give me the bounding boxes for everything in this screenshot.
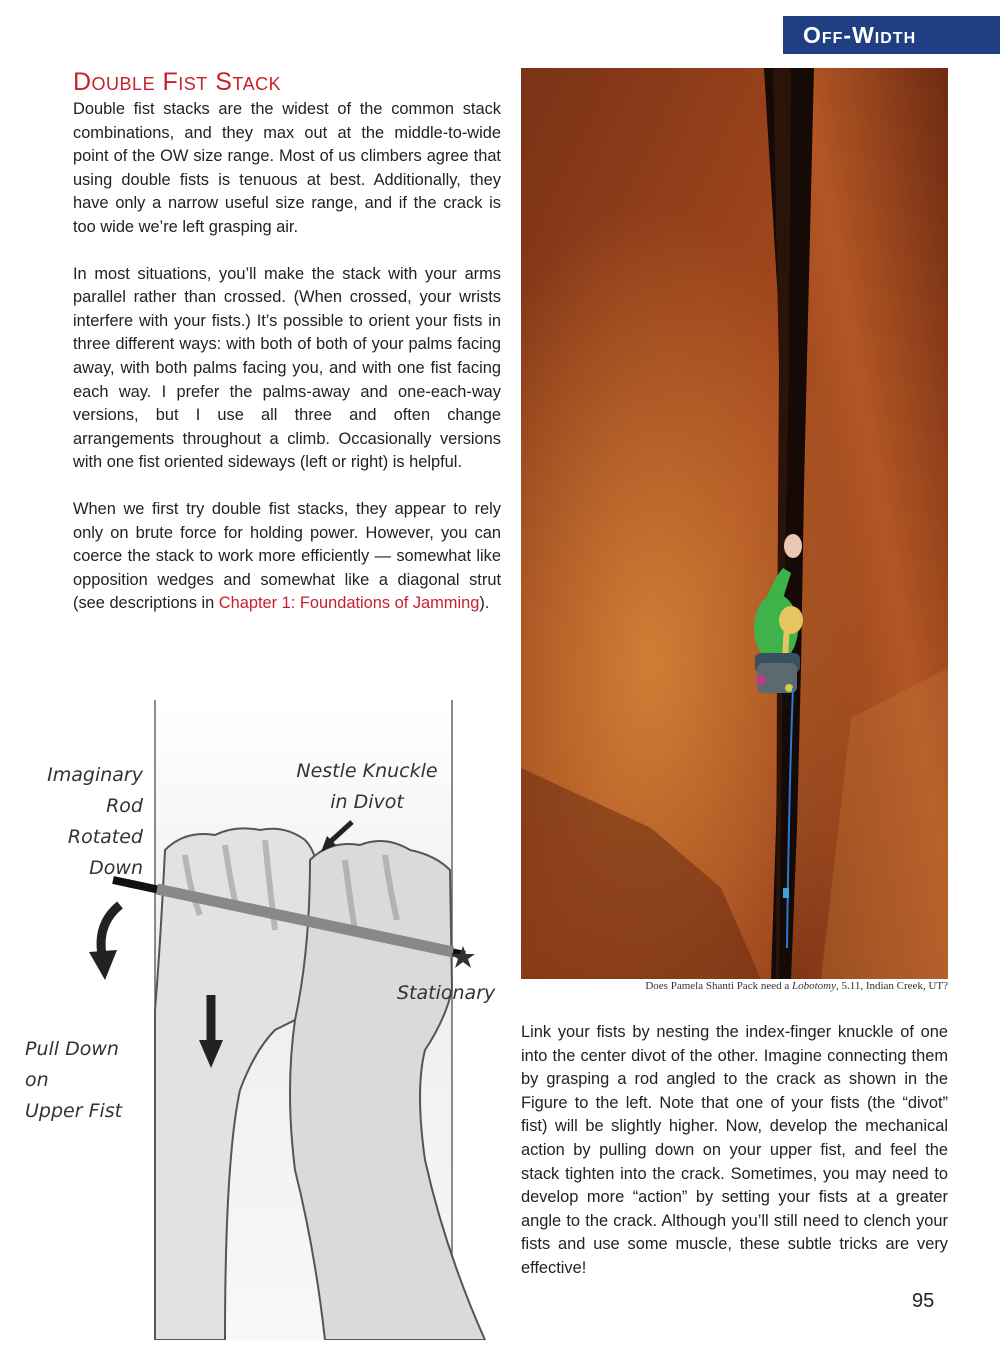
chapter-link[interactable]: Chapter 1: Foundations of Jamming <box>218 594 480 613</box>
left-column <box>73 68 501 639</box>
paragraph-1: Double fist stacks are the widest of the common stack combinations, and they max out at the middle-to-wide point of the OW size range. Most of us climbers agree that using double fists is tenuous at best. Additionally, they have only a narrow useful size range, and if the crack is too wide we’re left grasping air. <box>73 100 501 236</box>
right-paragraph: Link your fists by nesting the index-finger knuckle of one into the center divot of the other. Imagine connecting them by grasping a rod angled to the crack as shown in the Figure to the left. Note that one of your fists (the “divot” fist) will be slightly higher. Now, develop the mechanical action by pulling down on your upper fist, and feel the stack tighten into the crack. Sometimes, you may need to develop more “action” by setting your fists at a greater angle to the crack. Although you’ll still need to clench your fists and use some muscle, these subtle tricks are very effective! <box>521 1023 948 1277</box>
label-imaginary-rod-line-2: Rod Rotated <box>67 795 143 848</box>
label-pull-down-line-2: Upper Fist <box>25 1100 123 1122</box>
caption-route-name: Lobotomy <box>791 980 836 992</box>
double-fist-figure <box>25 690 520 1340</box>
paragraph-2: In most situations, you’ll make the stack with your arms parallel rather than crossed. (When crossed, your wrists interfere with your fists.) It’s possible to orient your fists in three different ways: with both of both of your palms facing away, with both palms facing you, and with one fist facing each way. I prefer the palms-away and one-each-way versions, but I use all three and often change arrangements throughout a climb. Occasionally versions with one fist oriented sideways (left or right) is helpful. <box>73 264 501 472</box>
label-pull-down-line-1: Pull Down on <box>25 1038 119 1091</box>
label-pull-down <box>25 1034 145 1127</box>
label-nestle-knuckle <box>287 756 447 818</box>
paragraph-3-end: ). <box>479 594 490 613</box>
label-stationary: Stationary <box>397 982 496 1004</box>
paragraph-3 <box>73 498 501 616</box>
page-number: 95 <box>912 1290 935 1312</box>
climbing-photo <box>521 68 948 979</box>
section-tab: Off-Width <box>783 16 1000 54</box>
label-nestle-knuckle-line-2: in Divot <box>330 791 404 813</box>
photo-caption <box>521 980 948 992</box>
caption-suffix: , 5.11, Indian Creek, UT? <box>835 980 948 992</box>
right-column <box>521 1021 948 1281</box>
caption-prefix: Does Pamela Shanti Pack need a <box>645 980 792 992</box>
paragraph-3-start: When we first try double fist stacks, they appear to rely only on brute force for holding power. However, you can coerce the stack to work more efficiently — somewhat like opposition wedges and somewhat like a diagonal strut (see descriptions in <box>73 499 501 613</box>
label-imaginary-rod-line-3: Down <box>89 857 143 879</box>
label-imaginary-rod <box>37 760 143 884</box>
label-imaginary-rod-line-1: Imaginary <box>47 764 143 786</box>
section-heading: Double Fist Stack <box>73 68 282 96</box>
label-nestle-knuckle-line-1: Nestle Knuckle <box>296 760 438 782</box>
crack-climb-illustration <box>521 68 948 979</box>
